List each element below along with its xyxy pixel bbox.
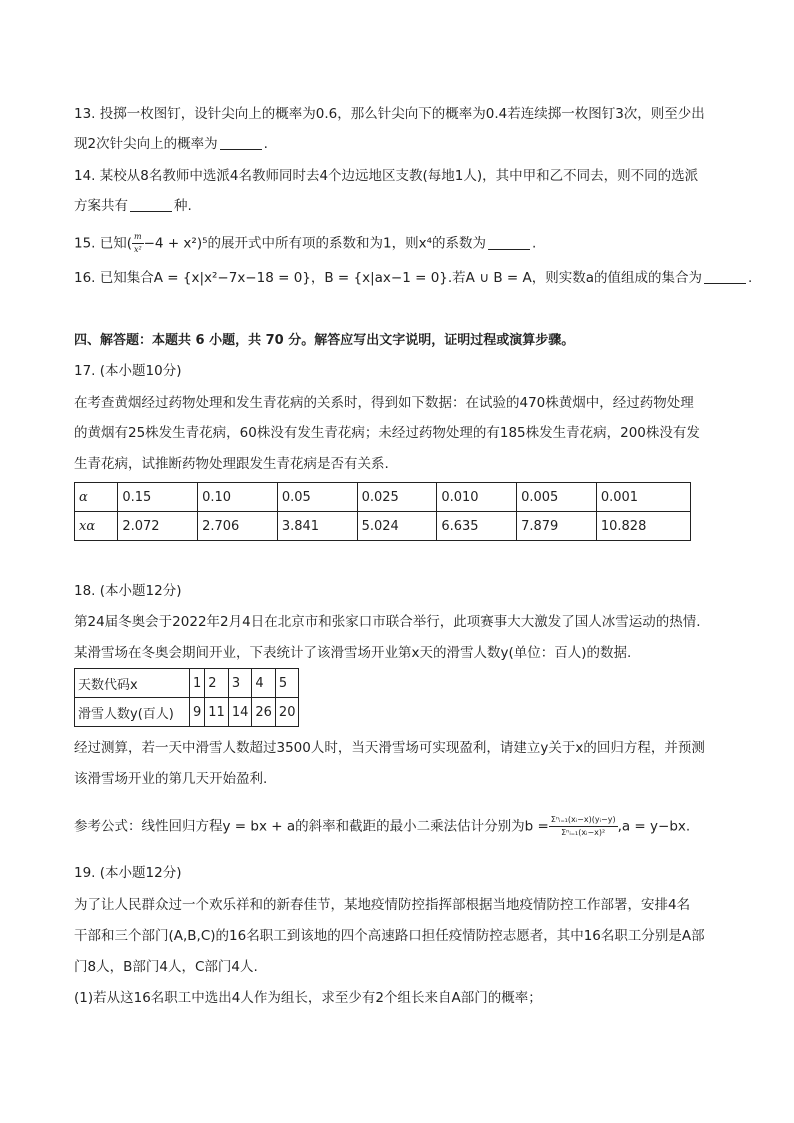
q15-end: . [532,235,537,252]
table-row [75,512,691,541]
table-cell: 2 [205,669,229,698]
q19-line4: (1)若从这16名职工中选出4人作为组长，求至少有2个组长来自A部门的概率； [74,990,542,1006]
table-cell: 2.072 [118,512,198,541]
table-row [75,669,299,698]
q14-line2-end: 种. [174,198,192,214]
q18-title: 18. (本小题12分) [74,583,182,599]
q14-line1: 14. 某校从8名教师中选派4名教师同时去4个边远地区支教(每地1人)，其中甲和乙不同去，则不同的选派 [74,168,699,184]
q13-line2-end: . [263,136,268,152]
q13-line2-text: 现2次针尖向上的概率为 [74,136,218,152]
table-cell: 0.005 [517,483,597,512]
ref-fraction [549,814,618,839]
table-cell: 26 [252,698,276,727]
table-cell: 5 [275,669,299,698]
table-cell: 4 [252,669,276,698]
table-cell: 14 [228,698,252,727]
table-cell: 3 [228,669,252,698]
answer-blank [488,235,530,250]
q16-text: 16. 已知集合A = {x|x²−7x−18 = 0}，B = {x|ax−1 = 0}.若A ∪ B = A，则实数a的值组成的集合为 [74,270,703,286]
q19-line3: 门8人，B部门4人，C部门4人. [74,959,258,975]
table-cell: 0.001 [596,483,690,512]
q13-line1: 13. 投掷一枚图钉，设针尖向上的概率为0.6，那么针尖向下的概率为0.4若连续掷一枚图钉3次，则至少出 [74,106,705,122]
q19-title: 19. (本小题12分) [74,865,182,881]
q17-title: 17. (本小题10分) [74,363,182,379]
table-cell: 0.15 [118,483,198,512]
table-cell: 滑雪人数y(百人) [75,698,190,727]
answer-blank [130,197,172,212]
q17-line1: 在考查黄烟经过药物处理和发生青花病的关系时，得到如下数据：在试验的470株黄烟中，经过药物处理 [74,395,694,411]
table-cell: 0.010 [437,483,517,512]
table-cell: 0.05 [277,483,357,512]
table-cell: 7.879 [517,512,597,541]
q18-line1: 第24届冬奥会于2022年2月4日在北京市和张家口市联合举行，此项赛事大大激发了国人冰雪运动的热情. [74,614,701,630]
q16-end: . [748,270,753,286]
ref-num: Σⁿᵢ₌₁(xᵢ−x)(yᵢ−y) [549,814,618,827]
q17-line2: 的黄烟有25株发生青花病，60株没有发生青花病；未经过药物处理的有185株发生青花病，200株没有发 [74,425,700,441]
ski-data-table [74,668,299,727]
table-cell: 3.841 [277,512,357,541]
q18-line3: 经过测算，若一天中滑雪人数超过3500人时，当天滑雪场可实现盈利，请建立y关于x的回归方程，并预测 [74,740,705,756]
q15-fraction [132,231,144,256]
q15-prefix: 15. 已知( [74,235,133,252]
table-cell: 0.025 [357,483,437,512]
q14-line2-text: 方案共有 [74,198,128,214]
ref-den: Σⁿᵢ₌₁(xᵢ−x)² [561,828,606,837]
table-cell: 0.10 [198,483,278,512]
q17-line3: 生青花病，试推断药物处理跟发生青花病是否有关系. [74,456,389,472]
table-cell: α [75,483,118,512]
table-cell: 天数代码x [75,669,190,698]
q19-line1: 为了让人民群众过一个欢乐祥和的新春佳节，某地疫情防控指挥部根据当地疫情防控工作部署，安排4名 [74,897,691,913]
table-row [75,698,299,727]
table-row [75,483,691,512]
table-cell: 11 [205,698,229,727]
section-heading: 四、解答题：本题共 6 小题，共 70 分。解答应写出文字说明，证明过程或演算步骤。 [74,333,575,348]
q15-frac-num: m [132,231,144,244]
q18-reference-formula [74,814,690,839]
q16-line [74,268,752,288]
table-cell: 1 [190,669,205,698]
q18-line2: 某滑雪场在冬奥会期间开业，下表统计了该滑雪场开业第x天的滑雪人数y(单位：百人)的数据. [74,645,632,661]
q19-line2: 干部和三个部门(A,B,C)的16名职工到该地的四个高速路口担任疫情防控志愿者，其中16名职工分别是A部 [74,928,705,944]
ref-prefix: 参考公式：线性回归方程y = bx + a的斜率和截距的最小二乘法估计分别为b = [74,818,549,835]
q15-line [74,231,536,256]
table-cell: 6.635 [437,512,517,541]
table-cell: 20 [275,698,299,727]
critical-value-table [74,482,691,541]
q15-mid: −4 + x²)⁵的展开式中所有项的系数和为1，则x⁴的系数为 [143,235,486,252]
q14-line2 [74,196,192,216]
table-cell: xα [75,512,118,541]
table-cell: 5.024 [357,512,437,541]
q15-frac-den: x² [133,245,142,254]
table-cell: 10.828 [596,512,690,541]
table-cell: 2.706 [198,512,278,541]
ref-suffix: ,a = y−bx. [617,818,691,835]
answer-blank [704,269,746,284]
q18-line4: 该滑雪场开业的第几天开始盈利. [74,771,268,787]
table-cell: 9 [190,698,205,727]
q13-line2 [74,134,268,154]
answer-blank [220,135,262,150]
